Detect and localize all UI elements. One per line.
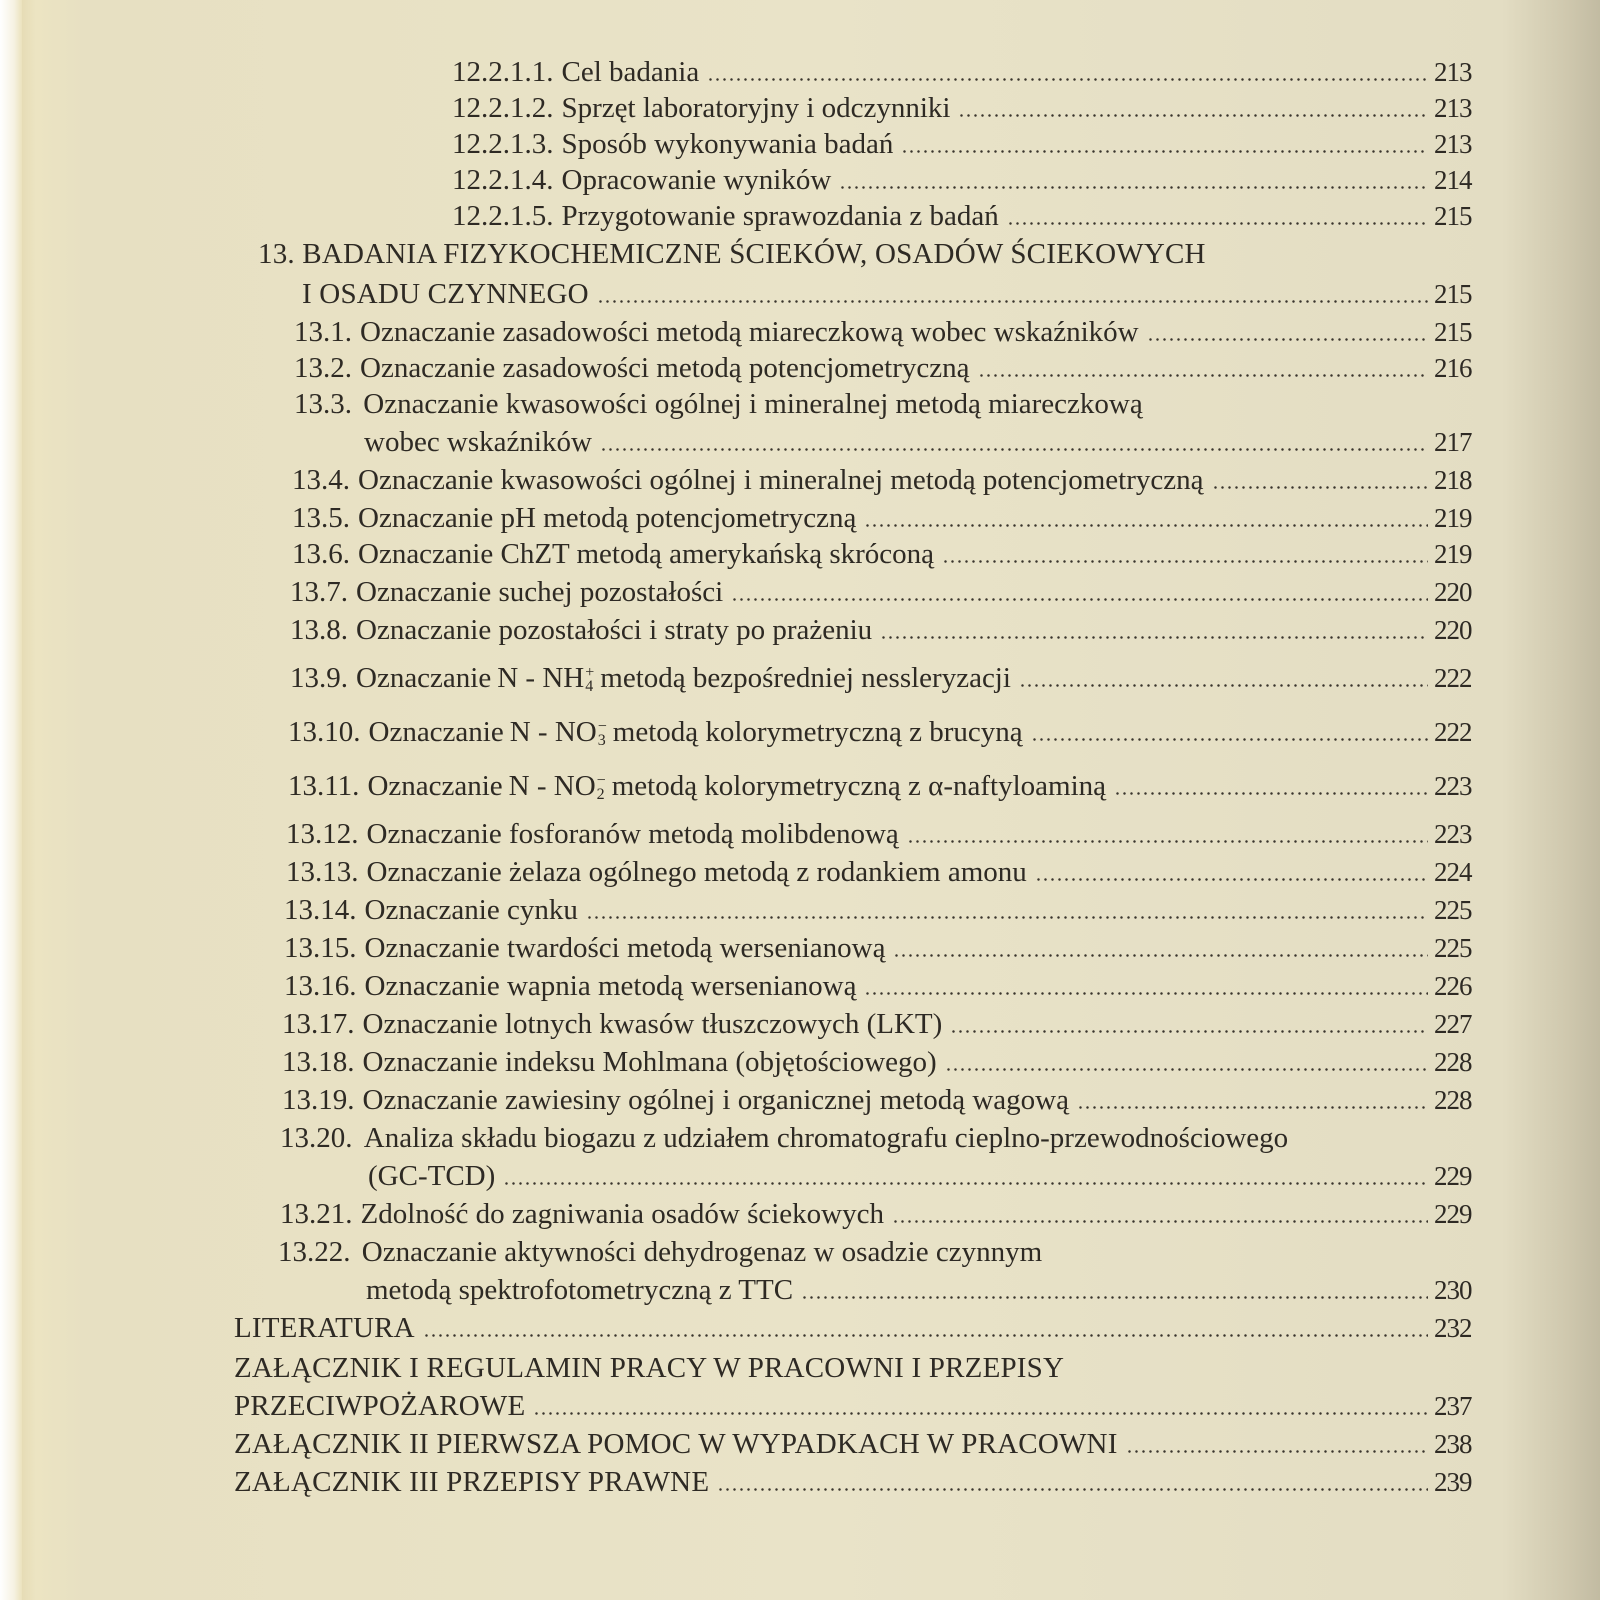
dot-leader: [892, 1220, 1428, 1223]
toc-title: Oznaczanie: [367, 770, 503, 802]
dot-leader: [423, 1334, 1428, 1337]
toc-page: 224: [1434, 857, 1472, 887]
toc-page: 219: [1434, 539, 1472, 569]
toc-title: Oznaczanie kwasowości ogólnej i mineralnej metodą miareczkową: [363, 388, 1143, 420]
toc-page: 220: [1434, 615, 1472, 645]
toc-page: 217: [1434, 427, 1472, 457]
toc-entry: [234, 1310, 1492, 1346]
toc-page: 218: [1434, 465, 1472, 495]
toc-title: Opracowanie wyników: [561, 164, 832, 196]
toc-entry: [452, 162, 1492, 198]
dot-leader: [978, 374, 1428, 377]
toc-title: Analiza składu biogazu z udziałem chromatografu cieplno-przewodnościowego: [363, 1122, 1289, 1154]
appendix-heading: ZAŁĄCZNIK I REGULAMIN PRACY W PRACOWNI I PRZEPISY: [234, 1352, 1065, 1384]
toc-entry: [234, 1388, 1492, 1424]
toc-title-cont: PRZECIWPOŻAROWE: [234, 1390, 526, 1422]
toc-page: 230: [1434, 1275, 1472, 1305]
toc-number: 13.5.: [292, 502, 350, 534]
toc-entry: [282, 1006, 1492, 1042]
chapter-heading-cont: I OSADU CZYNNEGO: [302, 278, 589, 310]
toc-number: 13.14.: [284, 894, 357, 926]
toc-page: 227: [1434, 1009, 1472, 1039]
toc-entry: [234, 1426, 1492, 1462]
toc-page: 232: [1434, 1313, 1472, 1343]
toc-page: 219: [1434, 503, 1472, 533]
toc-page: 213: [1434, 57, 1472, 87]
toc-title: Oznaczanie kwasowości ogólnej i mineralnej metodą potencjometryczną: [358, 464, 1204, 496]
toc-page: 222: [1434, 663, 1472, 693]
dot-leader: [958, 114, 1428, 117]
toc-page: 238: [1434, 1429, 1472, 1459]
dot-leader: [907, 840, 1428, 843]
toc-entry: [280, 1196, 1492, 1232]
toc-entry: [302, 276, 1492, 312]
dot-leader: [1126, 1450, 1428, 1453]
toc-number: 13.4.: [292, 464, 350, 496]
toc-number: 12.2.1.3.: [452, 128, 554, 160]
toc-title: Oznaczanie zasadowości metodą potencjometryczną: [360, 352, 970, 384]
toc-number: 13.8.: [290, 614, 348, 646]
toc-page: 213: [1434, 129, 1472, 159]
toc-title: Oznaczanie indeksu Mohlmana (objętościowego): [362, 1046, 937, 1078]
toc-number: 13.6.: [292, 538, 350, 570]
toc-title: Oznaczanie pH metodą potencjometryczną: [358, 502, 857, 534]
chapter-heading: 13. BADANIA FIZYKOCHEMICZNE ŚCIEKÓW, OSADÓW ŚCIEKOWYCH: [258, 238, 1206, 270]
dot-leader: [533, 1412, 1428, 1415]
chemical-formula: N - NO − 3: [509, 716, 607, 750]
dot-leader: [1212, 486, 1428, 489]
toc-entry: [286, 854, 1492, 890]
toc-entry: [278, 1234, 1042, 1270]
toc-page: 213: [1434, 93, 1472, 123]
toc-page: 215: [1434, 279, 1472, 309]
toc-title: Oznaczanie fosforanów metodą molibdenową: [366, 818, 899, 850]
toc-entry: [286, 816, 1492, 852]
dot-leader: [731, 598, 1428, 601]
toc-number: 12.2.1.1.: [452, 56, 554, 88]
toc-number: 13.16.: [284, 970, 357, 1002]
toc-title: Oznaczanie cynku: [364, 894, 578, 926]
dot-leader: [1007, 222, 1428, 225]
toc-page: 225: [1434, 895, 1472, 925]
toc-entry: [452, 126, 1492, 162]
toc-entry: [290, 660, 1492, 696]
toc-title-cont: metodą spektrofotometryczną z TTC: [366, 1274, 794, 1306]
toc-entry-cont: [364, 424, 1492, 460]
toc-entry-cont: [368, 1158, 1492, 1194]
chemical-formula: N - NO − 2: [508, 770, 606, 804]
toc-number: 13.12.: [286, 818, 359, 850]
toc-title: Oznaczanie pozostałości i straty po prażeniu: [356, 614, 873, 646]
dot-leader: [600, 448, 1428, 451]
toc-page: 214: [1434, 165, 1472, 195]
toc-page: 220: [1434, 577, 1472, 607]
toc-number: 13.19.: [282, 1084, 355, 1116]
dot-leader: [1031, 738, 1428, 741]
toc-title: Oznaczanie wapnia metodą wersenianową: [364, 970, 857, 1002]
toc-title: Oznaczanie zawiesiny ogólnej i organicznej metodą wagową: [362, 1084, 1069, 1116]
dot-leader: [945, 1068, 1428, 1071]
toc-page: 215: [1434, 201, 1472, 231]
toc-title-cont: metodą kolorymetryczną z α-naftyloaminą: [611, 770, 1107, 802]
toc-number: 13.11.: [288, 770, 360, 802]
toc-number: 13.1.: [294, 316, 352, 348]
dot-leader: [864, 524, 1428, 527]
dot-leader: [893, 954, 1428, 957]
toc-title-cont: metodą kolorymetryczną z brucyną: [612, 716, 1023, 748]
toc-page: 228: [1434, 1047, 1472, 1077]
dot-leader: [864, 992, 1428, 995]
toc-title: ZAŁĄCZNIK III PRZEPISY PRAWNE: [234, 1466, 710, 1498]
toc-entry: [284, 968, 1492, 1004]
toc-title: Oznaczanie: [368, 716, 504, 748]
toc-title: Oznaczanie zasadowości metodą miareczkową wobec wskaźników: [360, 316, 1139, 348]
dot-leader: [1077, 1106, 1428, 1109]
dot-leader: [717, 1488, 1428, 1491]
toc-number: 13.17.: [282, 1008, 355, 1040]
toc-title: Oznaczanie aktywności dehydrogenaz w osadzie czynnym: [361, 1236, 1043, 1268]
toc-page: 216: [1434, 353, 1472, 383]
toc-entry-cont: [366, 1272, 1492, 1308]
toc-entry: [294, 314, 1492, 350]
toc-title: Oznaczanie lotnych kwasów tłuszczowych (LKT): [362, 1008, 943, 1040]
toc-page: 237: [1434, 1391, 1472, 1421]
toc-number: 13.13.: [286, 856, 359, 888]
toc-title: Sposób wykonywania badań: [561, 128, 894, 160]
toc-title: LITERATURA: [234, 1312, 415, 1344]
toc-number: 12.2.1.5.: [452, 200, 554, 232]
toc-entry: [284, 930, 1492, 966]
toc-page: 223: [1434, 819, 1472, 849]
toc-page: 226: [1434, 971, 1472, 1001]
dot-leader: [1035, 878, 1428, 881]
toc-entry: [288, 768, 1492, 804]
dot-leader: [950, 1030, 1428, 1033]
toc-page: 229: [1434, 1199, 1472, 1229]
dot-leader: [801, 1296, 1428, 1299]
toc-title: Oznaczanie żelaza ogólnego metodą z rodankiem amonu: [366, 856, 1027, 888]
toc-title: Oznaczanie suchej pozostałości: [356, 576, 724, 608]
toc-title: Zdolność do zagniwania osadów ściekowych: [360, 1198, 884, 1230]
toc-entry: [234, 1464, 1492, 1500]
toc-number: 13.20.: [280, 1122, 353, 1154]
dot-leader: [503, 1182, 1428, 1185]
dot-leader: [586, 916, 1428, 919]
toc-number: 13.21.: [280, 1198, 353, 1230]
toc-entry: [282, 1082, 1492, 1118]
toc-entry: [294, 386, 1143, 422]
toc-entry: [280, 1120, 1288, 1156]
toc-number: 13.18.: [282, 1046, 355, 1078]
dot-leader: [597, 300, 1428, 303]
toc-entry: [452, 198, 1492, 234]
toc-page: 239: [1434, 1467, 1472, 1497]
toc-entry: [452, 90, 1492, 126]
toc-number: 13.15.: [284, 932, 357, 964]
toc-entry: [294, 350, 1492, 386]
toc-number: 13.3.: [294, 388, 352, 420]
toc-entry: [292, 500, 1492, 536]
toc-title: Oznaczanie: [356, 662, 492, 694]
dot-leader: [1147, 338, 1428, 341]
toc-number: 13.22.: [278, 1236, 351, 1268]
dot-leader: [901, 150, 1428, 153]
toc-number: 12.2.1.4.: [452, 164, 554, 196]
toc-title: Sprzęt laboratoryjny i odczynniki: [561, 92, 951, 124]
toc-entry: [290, 574, 1492, 610]
toc-number: 13.7.: [290, 576, 348, 608]
toc-title-cont: metodą bezpośredniej nessleryzacji: [600, 662, 1011, 694]
dot-leader: [1114, 792, 1428, 795]
toc-entry: [284, 892, 1492, 928]
dot-leader: [707, 78, 1428, 81]
toc-title: Cel badania: [561, 56, 700, 88]
toc-entry: [282, 1044, 1492, 1080]
toc-number: 12.2.1.2.: [452, 92, 554, 124]
toc-title: ZAŁĄCZNIK II PIERWSZA POMOC W WYPADKACH W PRACOWNI: [234, 1428, 1118, 1460]
toc-title-cont: (GC-TCD): [368, 1160, 496, 1192]
toc-title: Oznaczanie ChZT metodą amerykańską skróconą: [358, 538, 935, 570]
toc-entry: [292, 462, 1492, 498]
dot-leader: [1019, 684, 1428, 687]
toc-page: 228: [1434, 1085, 1472, 1115]
toc-entry: [452, 54, 1492, 90]
toc-entry: [288, 714, 1492, 750]
toc-page: 223: [1434, 771, 1472, 801]
dot-leader: [880, 636, 1428, 639]
toc-title: Oznaczanie twardości metodą wersenianową: [364, 932, 886, 964]
toc-page: 225: [1434, 933, 1472, 963]
dot-leader: [839, 186, 1428, 189]
toc-title-cont: wobec wskaźników: [364, 426, 592, 458]
toc-page: 215: [1434, 317, 1472, 347]
toc-entry: [292, 536, 1492, 572]
toc-page: 229: [1434, 1161, 1472, 1191]
toc-entry: [290, 612, 1492, 648]
toc-number: 13.9.: [290, 662, 348, 694]
toc-number: 13.2.: [294, 352, 352, 384]
toc-title: Przygotowanie sprawozdania z badań: [561, 200, 999, 232]
toc-number: 13.10.: [288, 716, 361, 748]
chemical-formula: N - NH + 4: [497, 662, 595, 696]
toc-page: 222: [1434, 717, 1472, 747]
dot-leader: [942, 560, 1428, 563]
